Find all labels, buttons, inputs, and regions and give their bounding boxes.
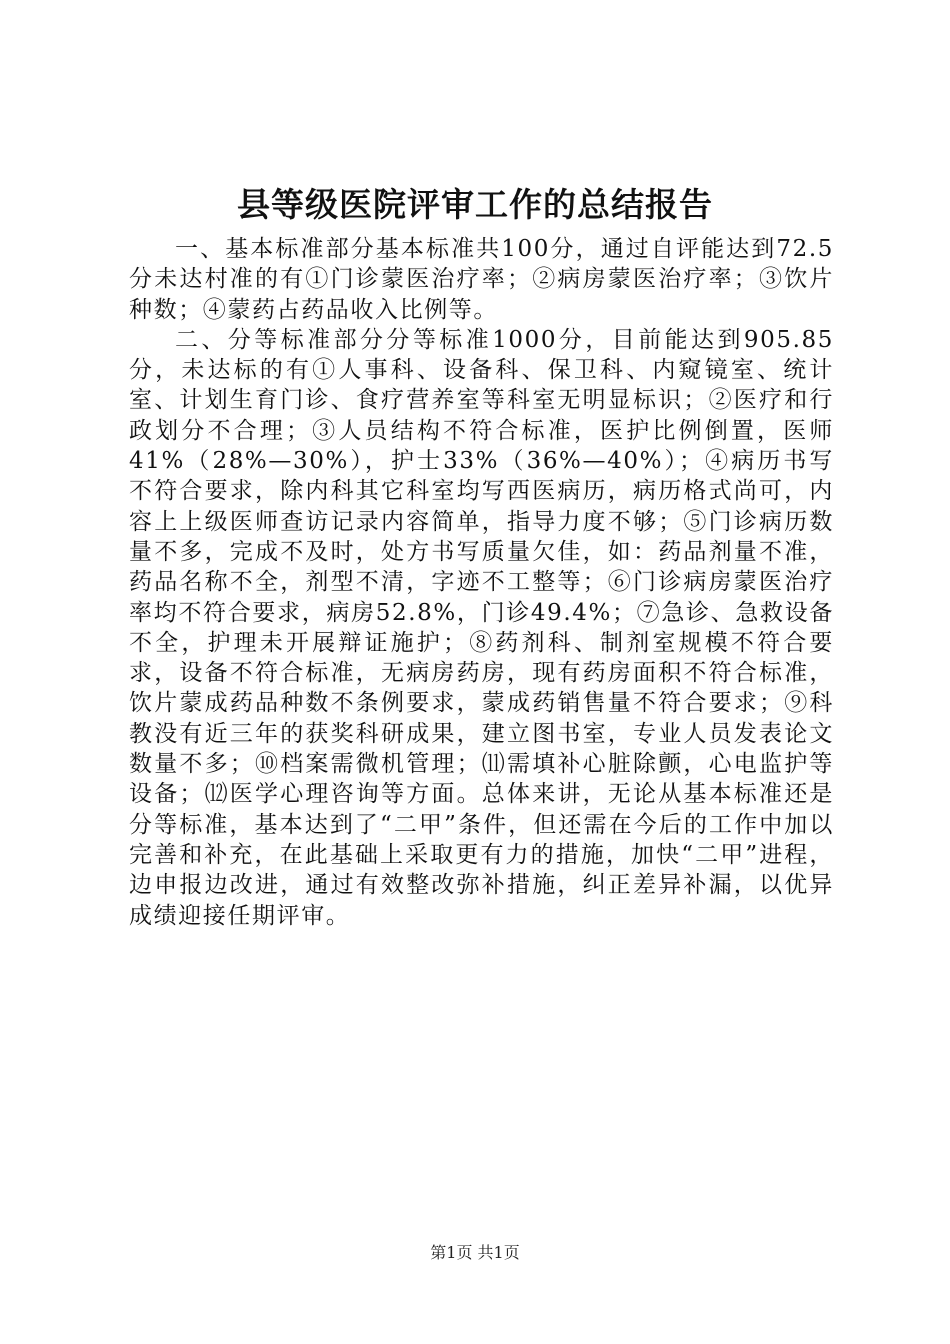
paragraph-basic-standard: 一、基本标准部分基本标准共100分，通过自评能达到72.5分未达村准的有①门诊蒙医治疗率；②病房蒙医治疗率；③饮片种数；④蒙药占药品收入比例等。 <box>129 236 834 323</box>
page-number-footer: 第1页 共1页 <box>430 1243 520 1262</box>
document-body <box>129 234 834 931</box>
paragraph-grading-standard: 二、分等标准部分分等标准1000分，目前能达到905.85分，未达标的有①人事科、设备科、保卫科、内窥镜室、统计室、计划生育门诊、食疗营养室等科室无明显标识；②医疗和行政划分不合理；③人员结构不符合标准，医护比例倒置，医师41%（28%—30%），护士33%（36%—40%）；④病历书写不符合要求，除内科其它科室均写西医病历，病历格式尚可，内容上上级医师查访记录内容简单，指导力度不够；⑤门诊病历数量不多，完成不及时，处方书写质量欠佳，如：药品剂量不准，药品名称不全，剂型不清，字迹不工整等；⑥门诊病房蒙医治疗率均不符合要求，病房52.8%，门诊49.4%；⑦急诊、急救设备不全，护理未开展辩证施护；⑧药剂科、制剂室规模不符合要求，设备不符合标准，无病房药房，现有药房面积不符合标准，饮片蒙成药品种数不条例要求，蒙成药销售量不符合要求；⑨科教没有近三年的获奖科研成果，建立图书室，专业人员发表论文数量不多；⑩档案需微机管理；⑾需填补心脏除颤，心电监护等设备；⑿医学心理咨询等方面。总体来讲，无论从基本标准还是分等标准，基本达到了“二甲”条件，但还需在今后的工作中加以完善和补充，在此基础上采取更有力的措施，加快“二甲”进程，边申报边改进，通过有效整改弥补措施，纠正差异补漏，以优异成绩迎接任期评审。 <box>129 326 834 929</box>
page-title: 县等级医院评审工作的总结报告 <box>237 185 713 224</box>
